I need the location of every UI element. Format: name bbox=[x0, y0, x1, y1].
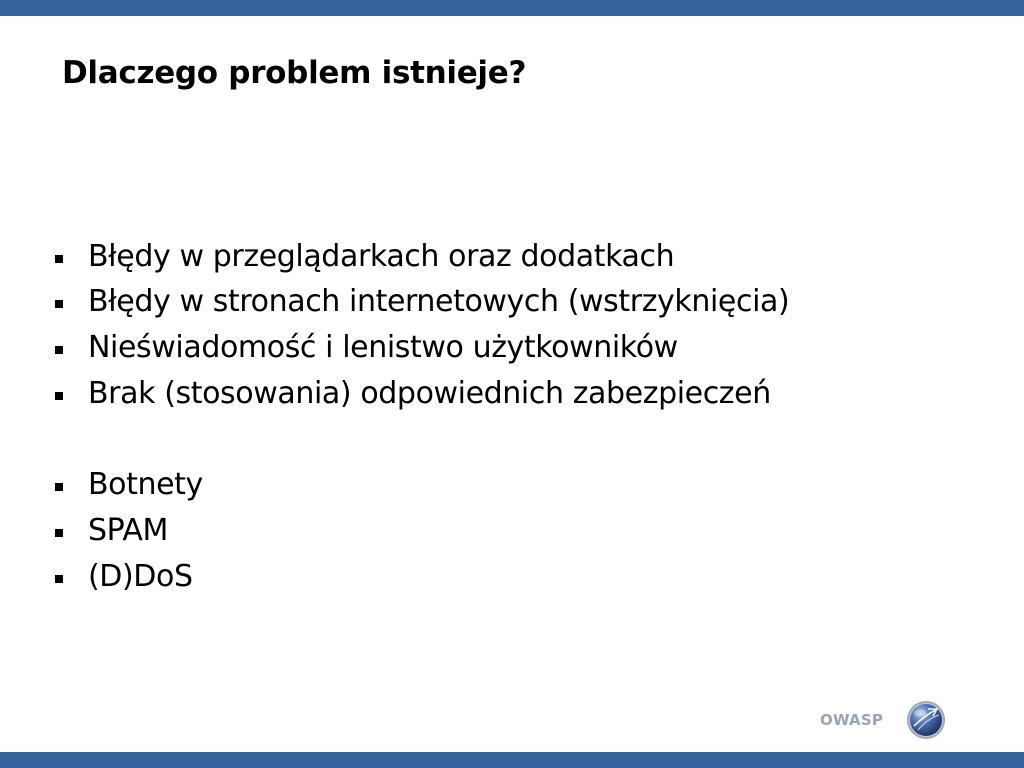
bullet-item bbox=[0, 558, 1024, 598]
bullet-item bbox=[0, 375, 1024, 415]
bullet-item bbox=[0, 283, 1024, 323]
bullet-text: Botnety bbox=[88, 467, 203, 502]
bullet-item bbox=[0, 512, 1024, 552]
bullet-marker bbox=[55, 483, 63, 491]
bullet-item bbox=[0, 329, 1024, 369]
bullet-text: SPAM bbox=[88, 513, 169, 548]
bullet-text: (D)DoS bbox=[88, 559, 193, 594]
owasp-logo bbox=[812, 698, 952, 742]
bullet-item bbox=[0, 238, 1024, 278]
bullet-marker bbox=[55, 529, 63, 537]
bullet-marker bbox=[55, 346, 63, 354]
bullet-marker bbox=[55, 300, 63, 308]
bullet-marker bbox=[55, 575, 63, 583]
bullet-marker bbox=[55, 255, 63, 263]
bullet-item bbox=[0, 466, 1024, 506]
owasp-globe-icon bbox=[906, 700, 946, 740]
bullet-text: Błędy w stronach internetowych (wstrzyknięcia) bbox=[88, 284, 790, 319]
logo-text: OWASP bbox=[820, 711, 884, 729]
bullet-text: Nieświadomość i lenistwo użytkowników bbox=[88, 330, 678, 365]
bullet-text: Błędy w przeglądarkach oraz dodatkach bbox=[88, 239, 675, 274]
bullet-text: Brak (stosowania) odpowiednich zabezpieczeń bbox=[88, 376, 771, 411]
bottom-bar bbox=[0, 752, 1024, 768]
slide-title: Dlaczego problem istnieje? bbox=[62, 55, 527, 91]
top-bar bbox=[0, 0, 1024, 16]
bullet-marker bbox=[55, 392, 63, 400]
